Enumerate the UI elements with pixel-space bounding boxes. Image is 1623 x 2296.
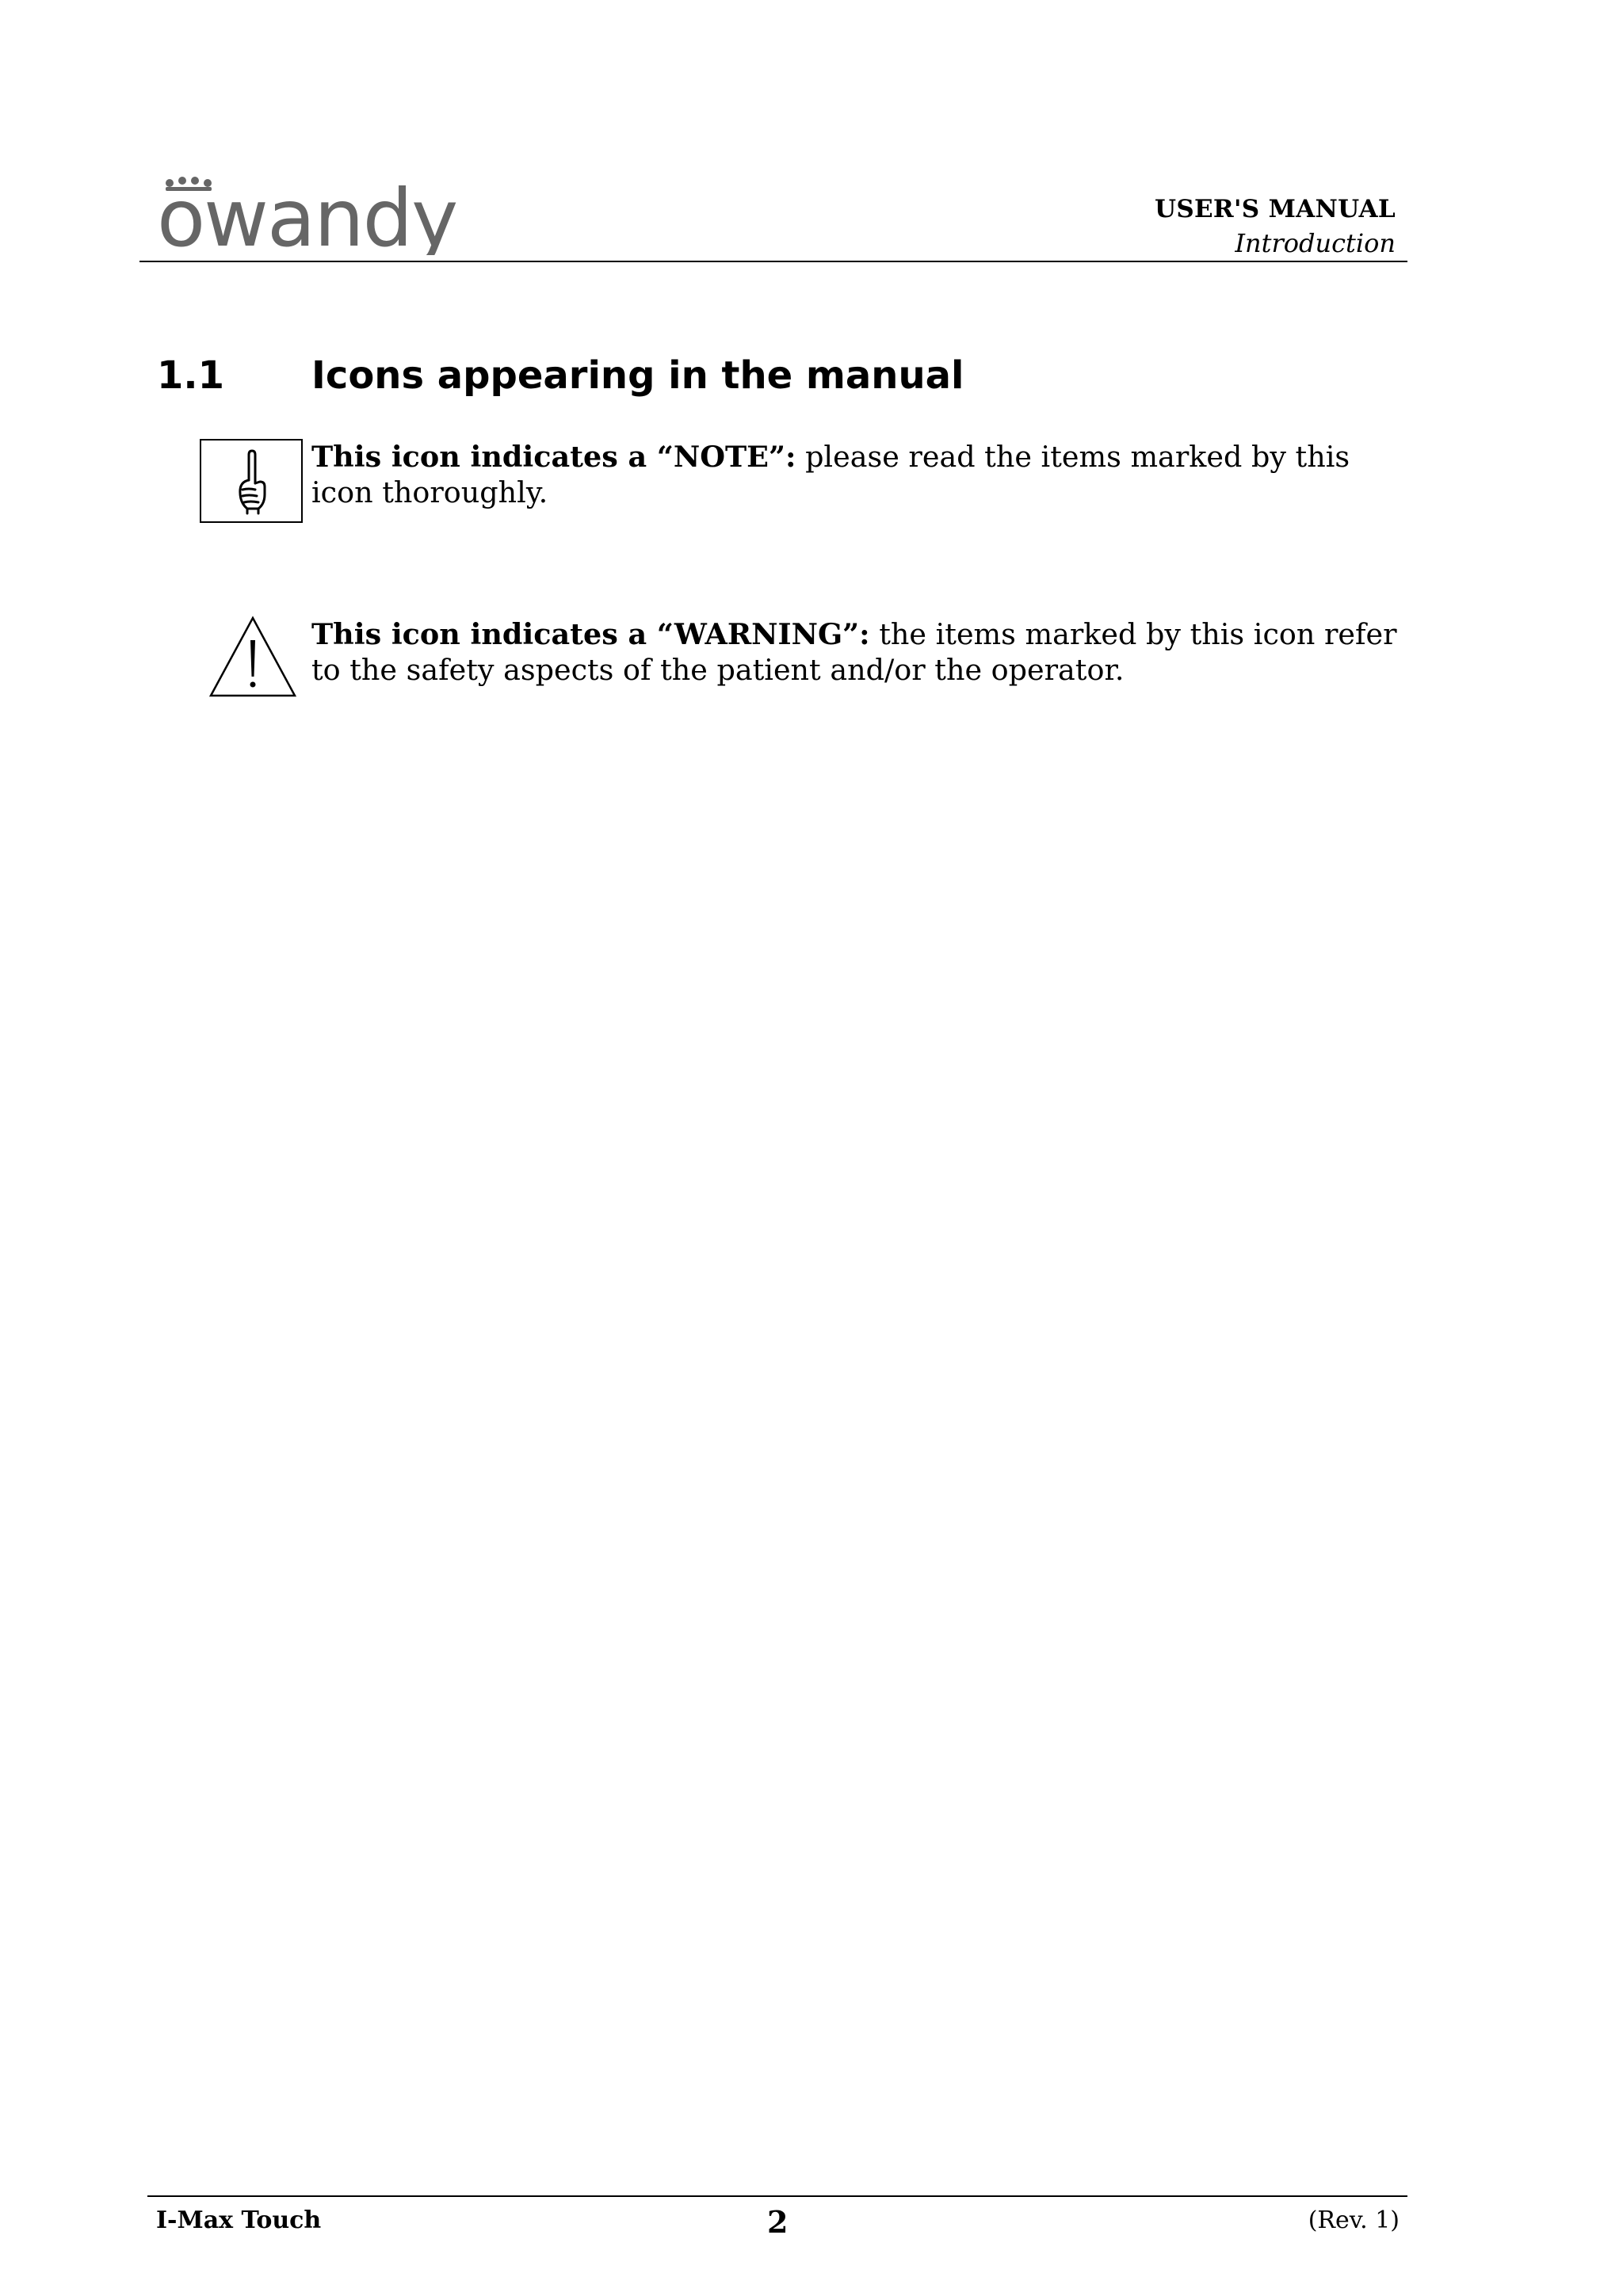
note-text-line1 xyxy=(311,439,1350,475)
note-description: please read the items marked by this xyxy=(796,440,1350,474)
warning-triangle-icon xyxy=(208,615,298,699)
note-text-line2: icon thoroughly. xyxy=(311,475,548,509)
footer-divider xyxy=(147,2195,1407,2197)
footer-revision: (Rev. 1) xyxy=(1308,2206,1400,2234)
header-title: USER'S MANUAL xyxy=(1154,195,1396,223)
svg-text:owandy: owandy xyxy=(157,176,457,255)
header-divider xyxy=(139,261,1407,262)
warning-label: This icon indicates a “WARNING”: xyxy=(311,617,870,651)
note-icon-box xyxy=(200,439,303,523)
page-number: 2 xyxy=(767,2204,789,2240)
header-subtitle: Introduction xyxy=(1235,228,1396,258)
section-title: Icons appearing in the manual xyxy=(311,353,964,398)
warning-text-line1 xyxy=(311,616,1397,652)
owandy-logo xyxy=(152,176,469,255)
note-label: This icon indicates a “NOTE”: xyxy=(311,440,796,474)
pointing-finger-icon xyxy=(235,448,269,515)
warning-text-line2: to the safety aspects of the patient and/or the operator. xyxy=(311,653,1125,687)
section-number: 1.1 xyxy=(157,353,225,398)
footer-product: I-Max Touch xyxy=(156,2206,322,2234)
warning-description: the items marked by this icon refer xyxy=(869,617,1397,651)
